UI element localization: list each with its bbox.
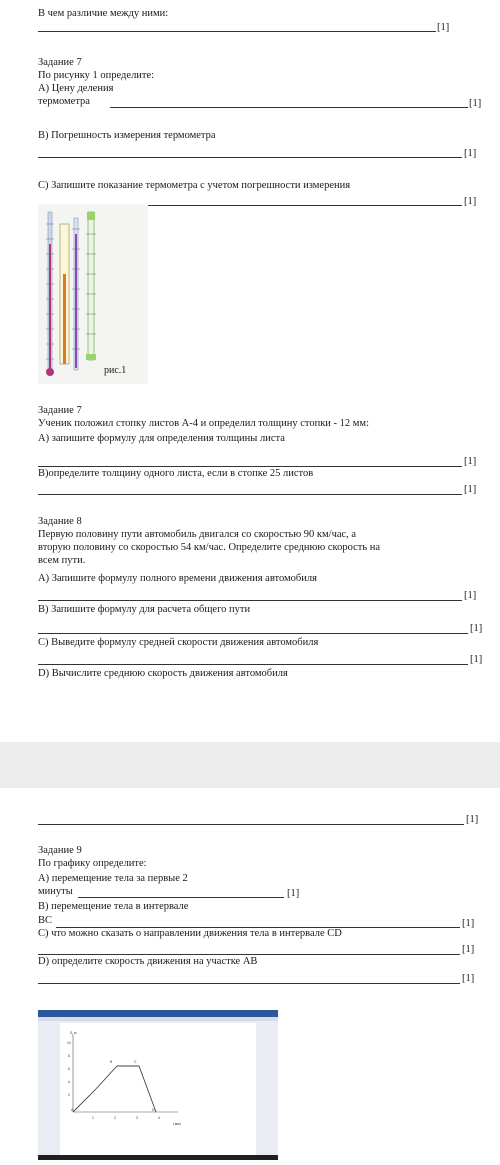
task7a-question-a: А) Цену деления <box>38 83 114 94</box>
graph-point-label-a: A <box>71 1108 74 1112</box>
answer-line <box>38 633 468 634</box>
task9-title: Задание 9 <box>38 845 82 856</box>
worksheet-page-2 <box>0 788 500 1165</box>
score-mark: [1] <box>466 814 479 825</box>
graph-x-tick: 4 <box>158 1116 160 1120</box>
task8-text-line-3: всем пути. <box>38 555 86 566</box>
page-gap <box>0 742 500 788</box>
thermometer-figure <box>38 204 148 384</box>
answer-line <box>104 205 462 206</box>
task7a-subtitle: По рисунку 1 определите: <box>38 70 155 81</box>
graph-y-tick: 10 <box>67 1041 71 1045</box>
graph-x-label: t,мин <box>173 1122 181 1126</box>
task9-question-b: В) перемещение тела в интервале <box>38 901 189 912</box>
task9-question-a: А) перемещение тела за первые 2 <box>38 873 188 884</box>
task9-question-c: С) что можно сказать о направлении движения тела в интервале CD <box>38 928 342 939</box>
score-mark: [1] <box>464 484 477 495</box>
answer-line <box>38 664 468 665</box>
task9-subtitle: По графику определите: <box>38 858 147 869</box>
task7b-question-b: В)определите толщину одного листа, если в стопке 25 листов <box>38 468 314 479</box>
score-mark: [1] <box>469 98 482 109</box>
answer-line <box>38 983 460 984</box>
score-mark: [1] <box>464 148 477 159</box>
intro-question: В чем различие между ними: <box>38 8 169 19</box>
answer-line <box>38 466 462 467</box>
graph-x-tick: 3 <box>136 1116 138 1120</box>
graph-point-label-c: C <box>134 1060 137 1064</box>
answer-line <box>38 824 464 825</box>
score-mark: [1] <box>470 654 483 665</box>
graph-y-tick: 4 <box>68 1080 70 1084</box>
score-mark: [1] <box>464 590 477 601</box>
graph-y-tick: 2 <box>68 1093 70 1097</box>
graph-screenshot <box>38 1010 278 1160</box>
answer-line <box>38 600 462 601</box>
task7b-question-a: А) запишите формулу для определения толщины листа <box>38 433 285 444</box>
graph-point-label-d: D <box>152 1108 155 1112</box>
answer-line <box>78 897 284 898</box>
taskbar <box>38 1155 278 1160</box>
figure-caption: рис.1 <box>104 365 127 376</box>
graph-x-tick: 1 <box>92 1116 94 1120</box>
score-mark: [1] <box>464 456 477 467</box>
task9-question-a-cont: минуты <box>38 886 73 897</box>
task8-text-line-1: Первую половину пути автомобиль двигался со скоростью 90 км/час, а <box>38 529 357 540</box>
window-toolbar <box>38 1010 278 1017</box>
task7a-title: Задание 7 <box>38 57 82 68</box>
document-page <box>60 1023 256 1160</box>
graph-y-tick: 6 <box>68 1067 70 1071</box>
task8-question-b: В) Запишите формулу для расчета общего пути <box>38 604 251 615</box>
answer-line <box>110 107 468 108</box>
score-mark: [1] <box>462 973 475 984</box>
task8-text-line-2: вторую половину со скоростью 54 км/час. Определите среднюю скорость на <box>38 542 381 553</box>
task7b-title: Задание 7 <box>38 405 82 416</box>
task8-question-a: А) Запишите формулу полного времени движения автомобиля <box>38 573 317 584</box>
graph-y-label: S, м <box>70 1031 77 1035</box>
answer-line <box>38 31 436 32</box>
answer-line <box>38 157 462 158</box>
score-mark: [1] <box>470 623 483 634</box>
score-mark: [1] <box>287 888 300 899</box>
score-mark: [1] <box>462 918 475 929</box>
task7a-question-b: В) Погрешность измерения термометра <box>38 130 216 141</box>
task8-question-d: D) Вычислите среднюю скорость движения автомобиля <box>38 668 288 679</box>
score-mark: [1] <box>464 196 477 207</box>
graph-point-label-b: B <box>110 1060 113 1064</box>
score-mark: [1] <box>462 944 475 955</box>
task7a-question-c: С) Запишите показание термометра с учетом погрешности измерения <box>38 180 351 191</box>
task8-title: Задание 8 <box>38 516 82 527</box>
task9-question-d: D) определите скорость движения на участке АВ <box>38 956 258 967</box>
answer-line <box>38 494 462 495</box>
graph-y-tick: 8 <box>68 1054 70 1058</box>
task8-question-c: С) Выведите формулу средней скорости движения автомобиля <box>38 637 319 648</box>
answer-line <box>38 954 460 955</box>
task7a-question-a-cont: термометра <box>38 96 90 107</box>
score-mark: [1] <box>437 22 450 33</box>
task9-question-b-cont: ВС <box>38 915 53 926</box>
graph-x-tick: 2 <box>114 1116 116 1120</box>
task7b-text: Ученик положил стопку листов А-4 и определил толщину стопки - 12 мм: <box>38 418 369 429</box>
